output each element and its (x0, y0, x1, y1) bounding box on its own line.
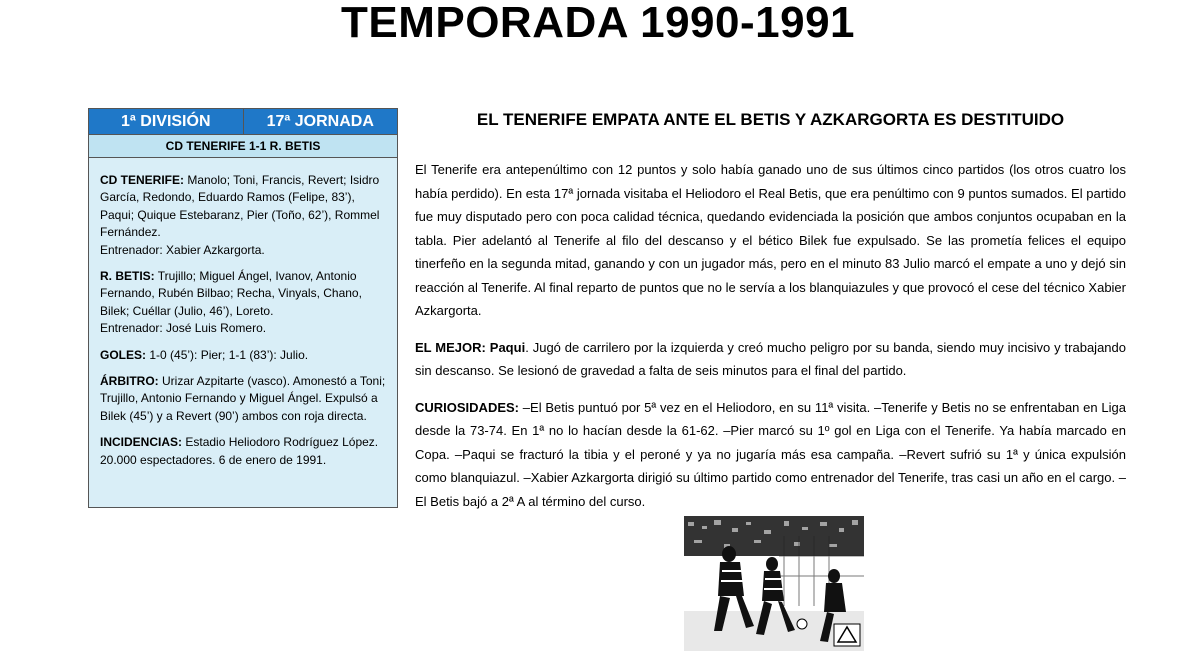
division-label: 1ª DIVISIÓN (89, 109, 244, 134)
page-title: TEMPORADA 1990-1991 (340, 0, 856, 47)
goals-label: GOLES: (100, 347, 147, 362)
incidents-label: INCIDENCIAS: (100, 435, 183, 450)
match-score: CD TENERIFE 1-1 R. BETIS (89, 135, 397, 158)
jornada-label: 17ª JORNADA (266, 113, 374, 130)
goals-block (100, 347, 386, 364)
betis-label: R. BETIS: (100, 269, 155, 284)
best-label: EL MEJOR: (415, 339, 486, 355)
tenerife-label: CD TENERIFE: (100, 173, 184, 187)
match-photo (684, 516, 864, 651)
referee-label: ÁRBITRO: (100, 374, 159, 389)
incidents-block (100, 434, 386, 469)
card-body (89, 158, 397, 469)
goals-text: 1-0 (45’): Pier; 1-1 (83’): Julio. (146, 347, 309, 362)
match-photo-image (684, 516, 864, 651)
best-name: Paqui (489, 339, 526, 355)
incidents-text: Estadio Heliodoro Rodríguez López. 20.000 espectadores. 6 de enero de 1991. (100, 435, 379, 467)
tenerife-lineup-block (100, 172, 386, 259)
article-body (415, 158, 1126, 526)
betis-lineup: Trujillo; Miguel Ángel, Ivanov, Antonio Fernando, Rubén Bilbao; Recha, Vinyals, Chano, Bilek; Cuéllar (Julio, 46’), Loreto. (100, 269, 362, 318)
article-paragraph: El Tenerife era antepenúltimo con 12 puntos y solo había ganado uno de sus últimos cinco partidos (los otros cuatro los había perdido). En esta 17ª jornada visitaba el Heliodoro el Real Betis, que era penúltimo con 9 puntos sumados. El partido fue muy disputado pero con poca calidad técnica, quedando evidenciada la posición que ambos conjuntos ocupaban en la tabla. Pier adelantó al Tenerife al filo del descanso y el bético Bilek fue expulsado. Se las prometía felices el equipo tinerfeño en la segunda mitad, ganando y con un jugador más, pero en el minuto 83 Julio marcó el empate a uno y dejó sin reacción al Tenerife. Al final reparto de puntos que no le servía a los blanquiazules y que provocó el cese del técnico Xabier Azkargorta. (415, 162, 1126, 318)
curiosities-label: CURIOSIDADES: (415, 399, 520, 415)
best-text: . Jugó de carrilero por la izquierda y creó mucho peligro por su banda, siendo muy incisivo y trabajando sin descanso. Se lesionó de gravedad a falta de seis minutos para el final del partido. (415, 339, 1126, 378)
referee-text: Urizar Azpitarte (vasco). Amonestó a Toni; Trujillo, Antonio Fernando y Miguel Ángel. Expulsó a Bilek (45’) y a Revert (90’) ambos con roja directa. (100, 374, 386, 423)
tenerife-lineup: Manolo; Toni, Francis, Revert; Isidro García, Redondo, Eduardo Ramos (Felipe, 83’), Paqui; Quique Estebaranz, Pier (Toño, 62’), Rommel Fernández. (100, 173, 380, 240)
betis-coach: Entrenador: José Luis Romero. (100, 321, 267, 336)
best-player-paragraph (415, 336, 1126, 383)
betis-lineup-block (100, 268, 386, 338)
referee-block (100, 373, 386, 425)
curiosities-paragraph (415, 396, 1126, 514)
curiosities-text: –El Betis puntuó por 5ª vez en el Heliodoro, en su 11ª visita. –Tenerife y Betis no se enfrentaban en Liga desde la 73-74. En 1ª no lo hacían desde la 61-62. –Pier marcó su 1º gol en Liga con el Tenerife. Ya había marcado en Copa. –Paqui se fracturó la tibia y el peroné y ya no jugaría más esa campaña. –Revert sufrió su 1ª y única expulsión como blanquiazul. –Xabier Azkargorta dirigió su último partido como entrenador del Tenerife, tras casi un año en el cargo. –El Betis bajó a 2ª A al término del curso. (415, 399, 1126, 509)
card-header (89, 109, 397, 135)
tenerife-coach: Entrenador: Xabier Azkargorta. (100, 242, 265, 257)
article-headline: EL TENERIFE EMPATA ANTE EL BETIS Y AZKARGORTA ES DESTITUIDO (476, 110, 1065, 129)
match-card (88, 108, 398, 508)
